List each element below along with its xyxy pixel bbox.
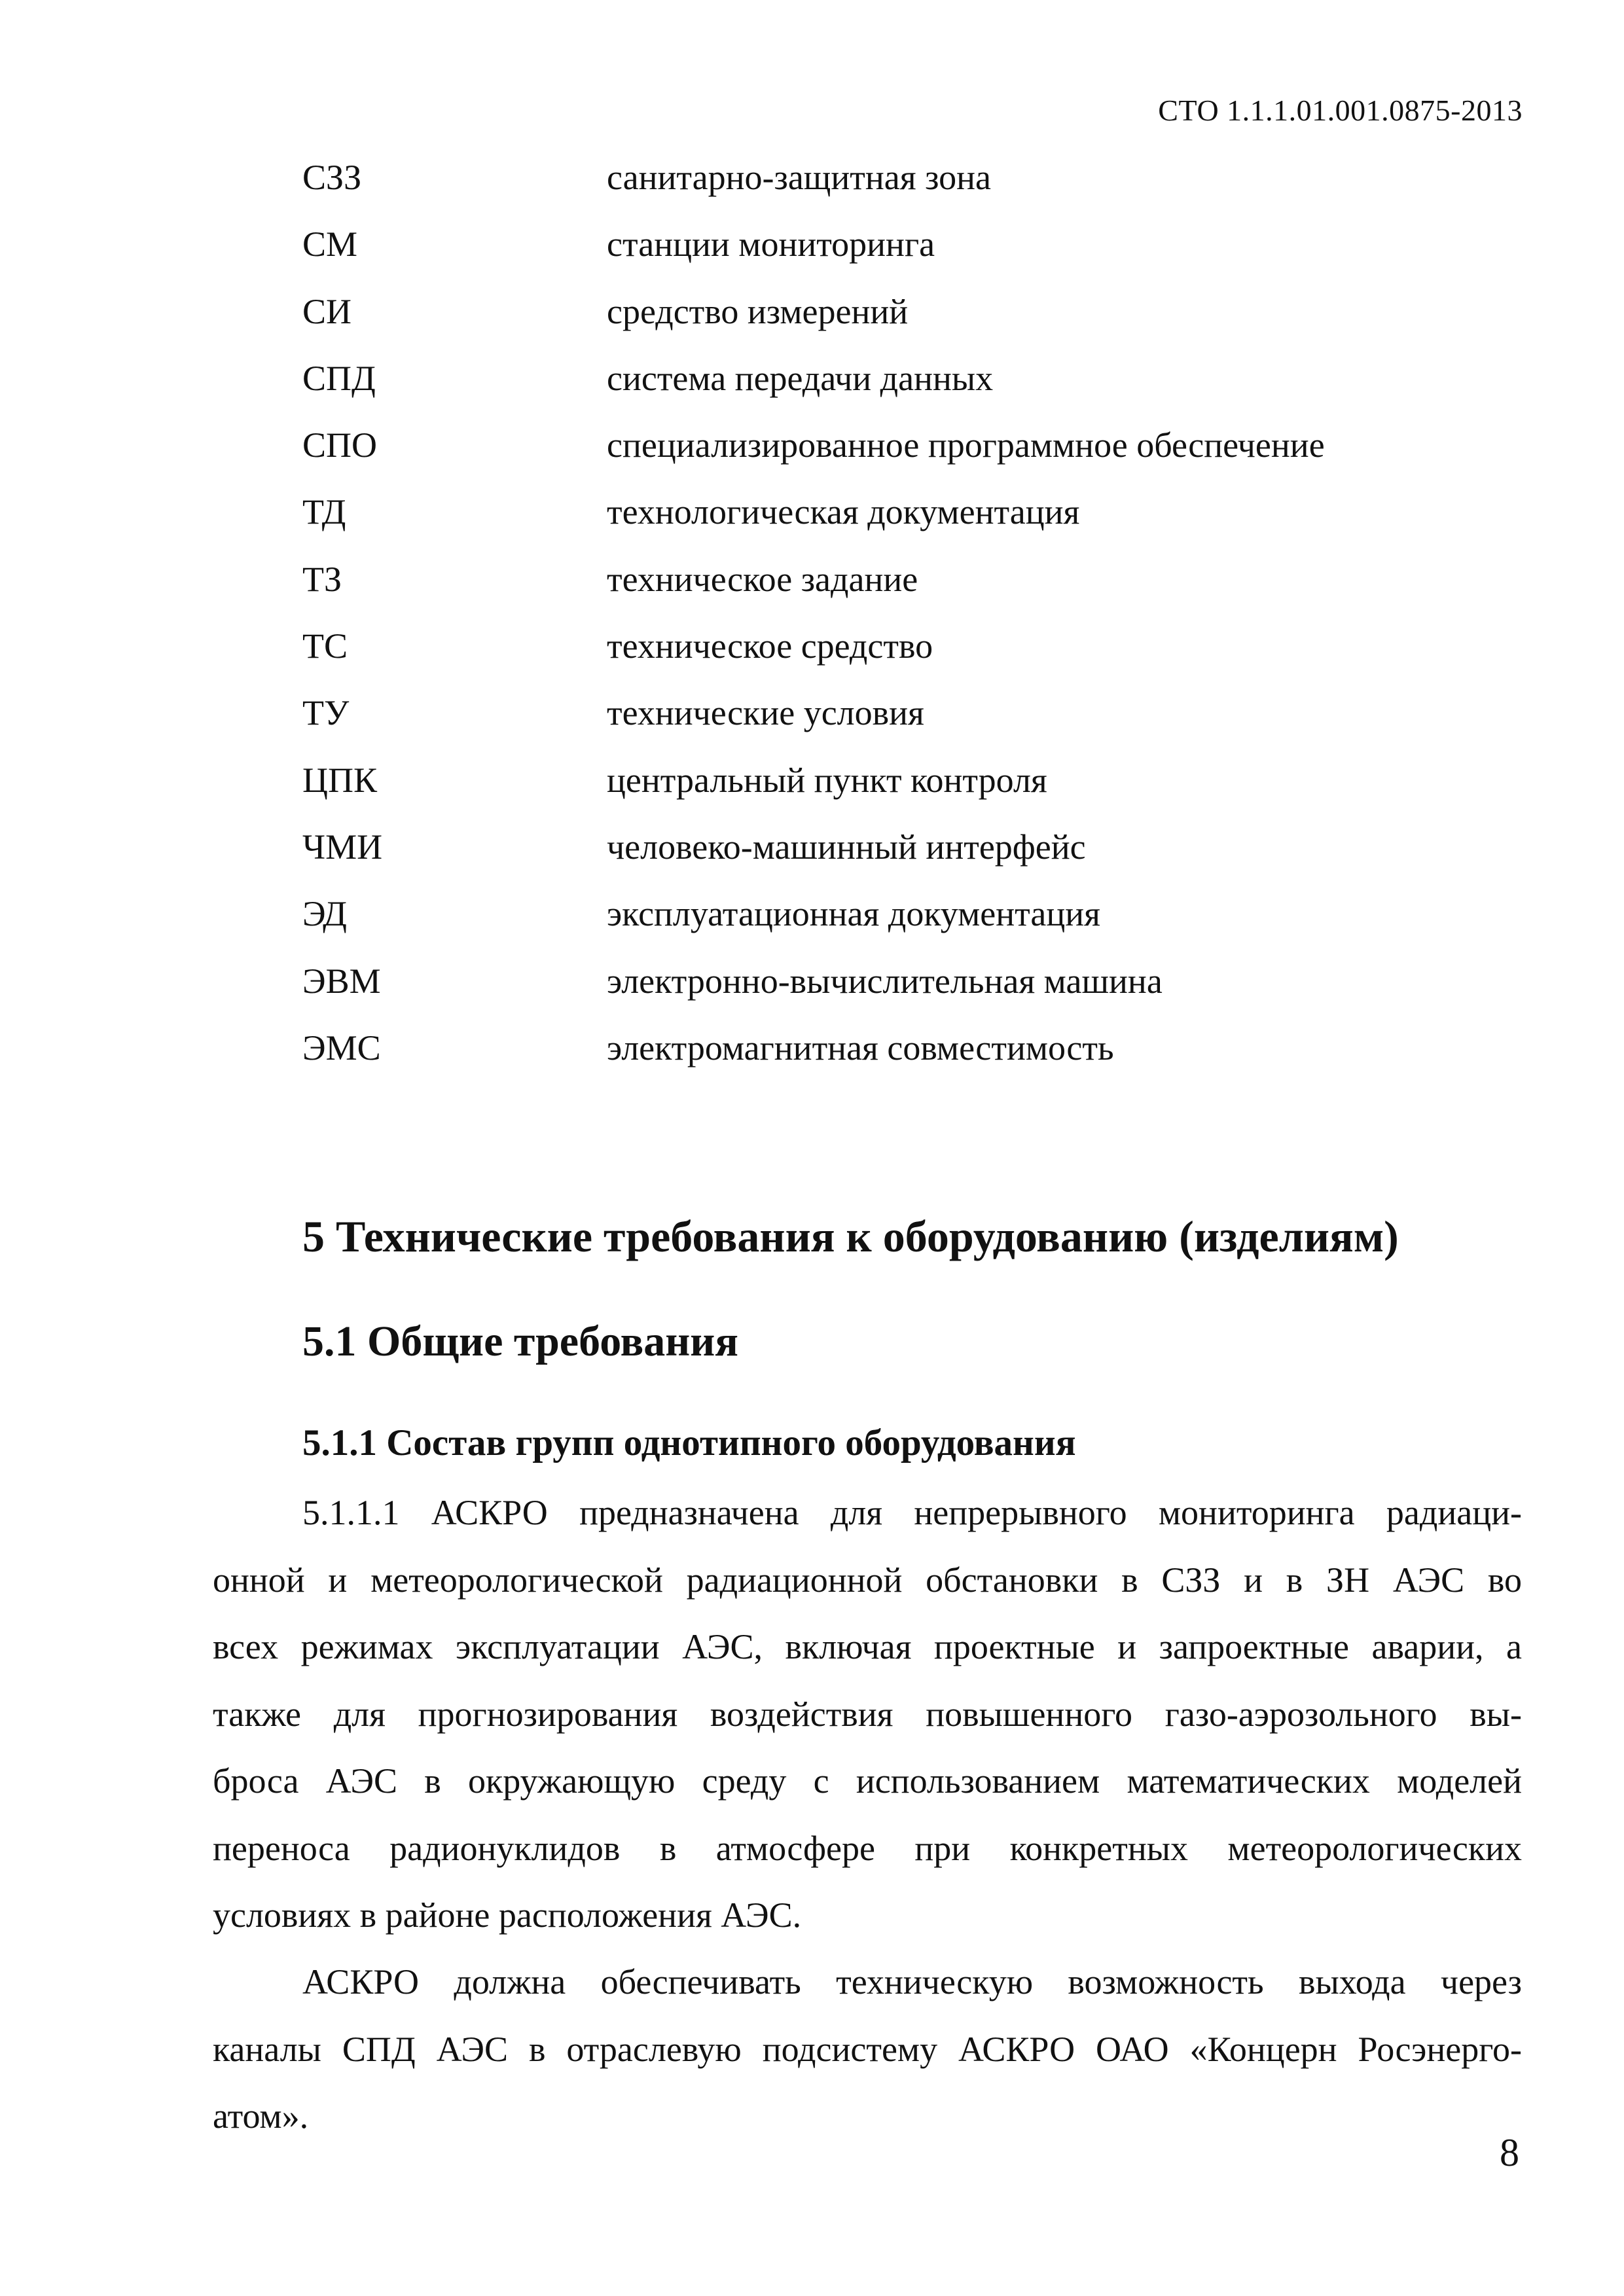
abbreviation-row [302, 291, 1546, 358]
abbreviation-description: станции мониторинга [607, 224, 935, 264]
section-heading: 5 Технические требования к оборудованию (изделиям) [302, 1211, 1399, 1261]
abbreviation-description: санитарно-защитная зона [607, 158, 991, 197]
abbreviation-row [302, 492, 1546, 558]
abbreviation-code: ТД [302, 492, 346, 532]
paragraph-line: условиях в районе расположения АЭС. [213, 1895, 802, 1935]
abbreviation-row [302, 827, 1546, 893]
abbreviation-row [302, 358, 1546, 425]
abbreviation-description: технические условия [607, 693, 924, 733]
paragraph-line: броса АЭС в окружающую среду с использованием математических моделей [213, 1761, 1522, 1801]
paragraph-line: АСКРО должна обеспечивать техническую возможность выхода через [302, 1962, 1522, 2001]
paragraph-channels [213, 1948, 1522, 2150]
document-code: СТО 1.1.1.01.001.0875-2013 [1158, 94, 1523, 127]
abbreviation-row [302, 626, 1546, 692]
paragraph-line: переноса радионуклидов в атмосфере при конкретных метеорологических [213, 1828, 1522, 1868]
paragraph-line: атом». [213, 2096, 309, 2136]
abbreviation-code: ТУ [302, 693, 350, 733]
abbreviation-description: техническое задание [607, 559, 918, 599]
abbreviation-code: СЗЗ [302, 158, 362, 197]
abbreviation-row [302, 760, 1546, 827]
abbreviation-description: средство измерений [607, 291, 909, 331]
abbreviation-row [302, 559, 1546, 626]
abbreviation-description: эксплуатационная документация [607, 894, 1100, 934]
abbreviation-code: ТЗ [302, 559, 342, 599]
abbreviation-code: СПД [302, 358, 376, 398]
abbreviation-description: электронно-вычислительная машина [607, 961, 1163, 1001]
abbreviation-description: человеко-машинный интерфейс [607, 827, 1086, 867]
abbreviation-description: технологическая документация [607, 492, 1080, 532]
page-number: 8 [1500, 2131, 1519, 2174]
subsection-heading: 5.1 Общие требования [302, 1318, 738, 1365]
abbreviation-description: система передачи данных [607, 358, 994, 398]
abbreviation-code: СМ [302, 224, 358, 264]
paragraph-purpose [213, 1479, 1522, 1949]
abbreviation-description: центральный пункт контроля [607, 760, 1047, 800]
abbreviation-code: ТС [302, 626, 348, 666]
abbreviation-code: ЦПК [302, 760, 378, 800]
paragraph-line: каналы СПД АЭС в отраслевую подсистему АСКРО ОАО «Концерн Росэнерго- [213, 2029, 1522, 2069]
abbreviation-code: ЭМС [302, 1028, 381, 1067]
paragraph-line: всех режимах эксплуатации АЭС, включая проектные и запроектные аварии, а [213, 1627, 1522, 1666]
abbreviation-description: электромагнитная совместимость [607, 1028, 1114, 1067]
abbreviation-description: специализированное программное обеспечение [607, 425, 1325, 465]
abbreviation-description: техническое средство [607, 626, 933, 666]
abbreviation-row [302, 1028, 1546, 1094]
subsubsection-heading: 5.1.1 Состав групп однотипного оборудования [302, 1422, 1076, 1463]
paragraph-line: 5.1.1.1 АСКРО предназначена для непрерывного мониторинга радиаци- [302, 1493, 1522, 1532]
abbreviation-row [302, 224, 1546, 291]
abbreviation-row [302, 961, 1546, 1028]
abbreviation-code: СПО [302, 425, 378, 465]
paragraph-line: также для прогнозирования воздействия повышенного газо-аэрозольного вы- [213, 1694, 1522, 1734]
abbreviations-list [302, 157, 1546, 1094]
abbreviation-code: ЧМИ [302, 827, 383, 867]
abbreviation-code: ЭД [302, 894, 347, 934]
abbreviation-code: ЭВМ [302, 961, 381, 1001]
abbreviation-row [302, 692, 1546, 759]
abbreviation-code: СИ [302, 291, 352, 331]
abbreviation-row [302, 157, 1546, 224]
abbreviation-row [302, 425, 1546, 492]
paragraph-line: онной и метеорологической радиационной обстановки в СЗЗ и в ЗН АЭС во [213, 1560, 1522, 1600]
abbreviation-row [302, 893, 1546, 960]
